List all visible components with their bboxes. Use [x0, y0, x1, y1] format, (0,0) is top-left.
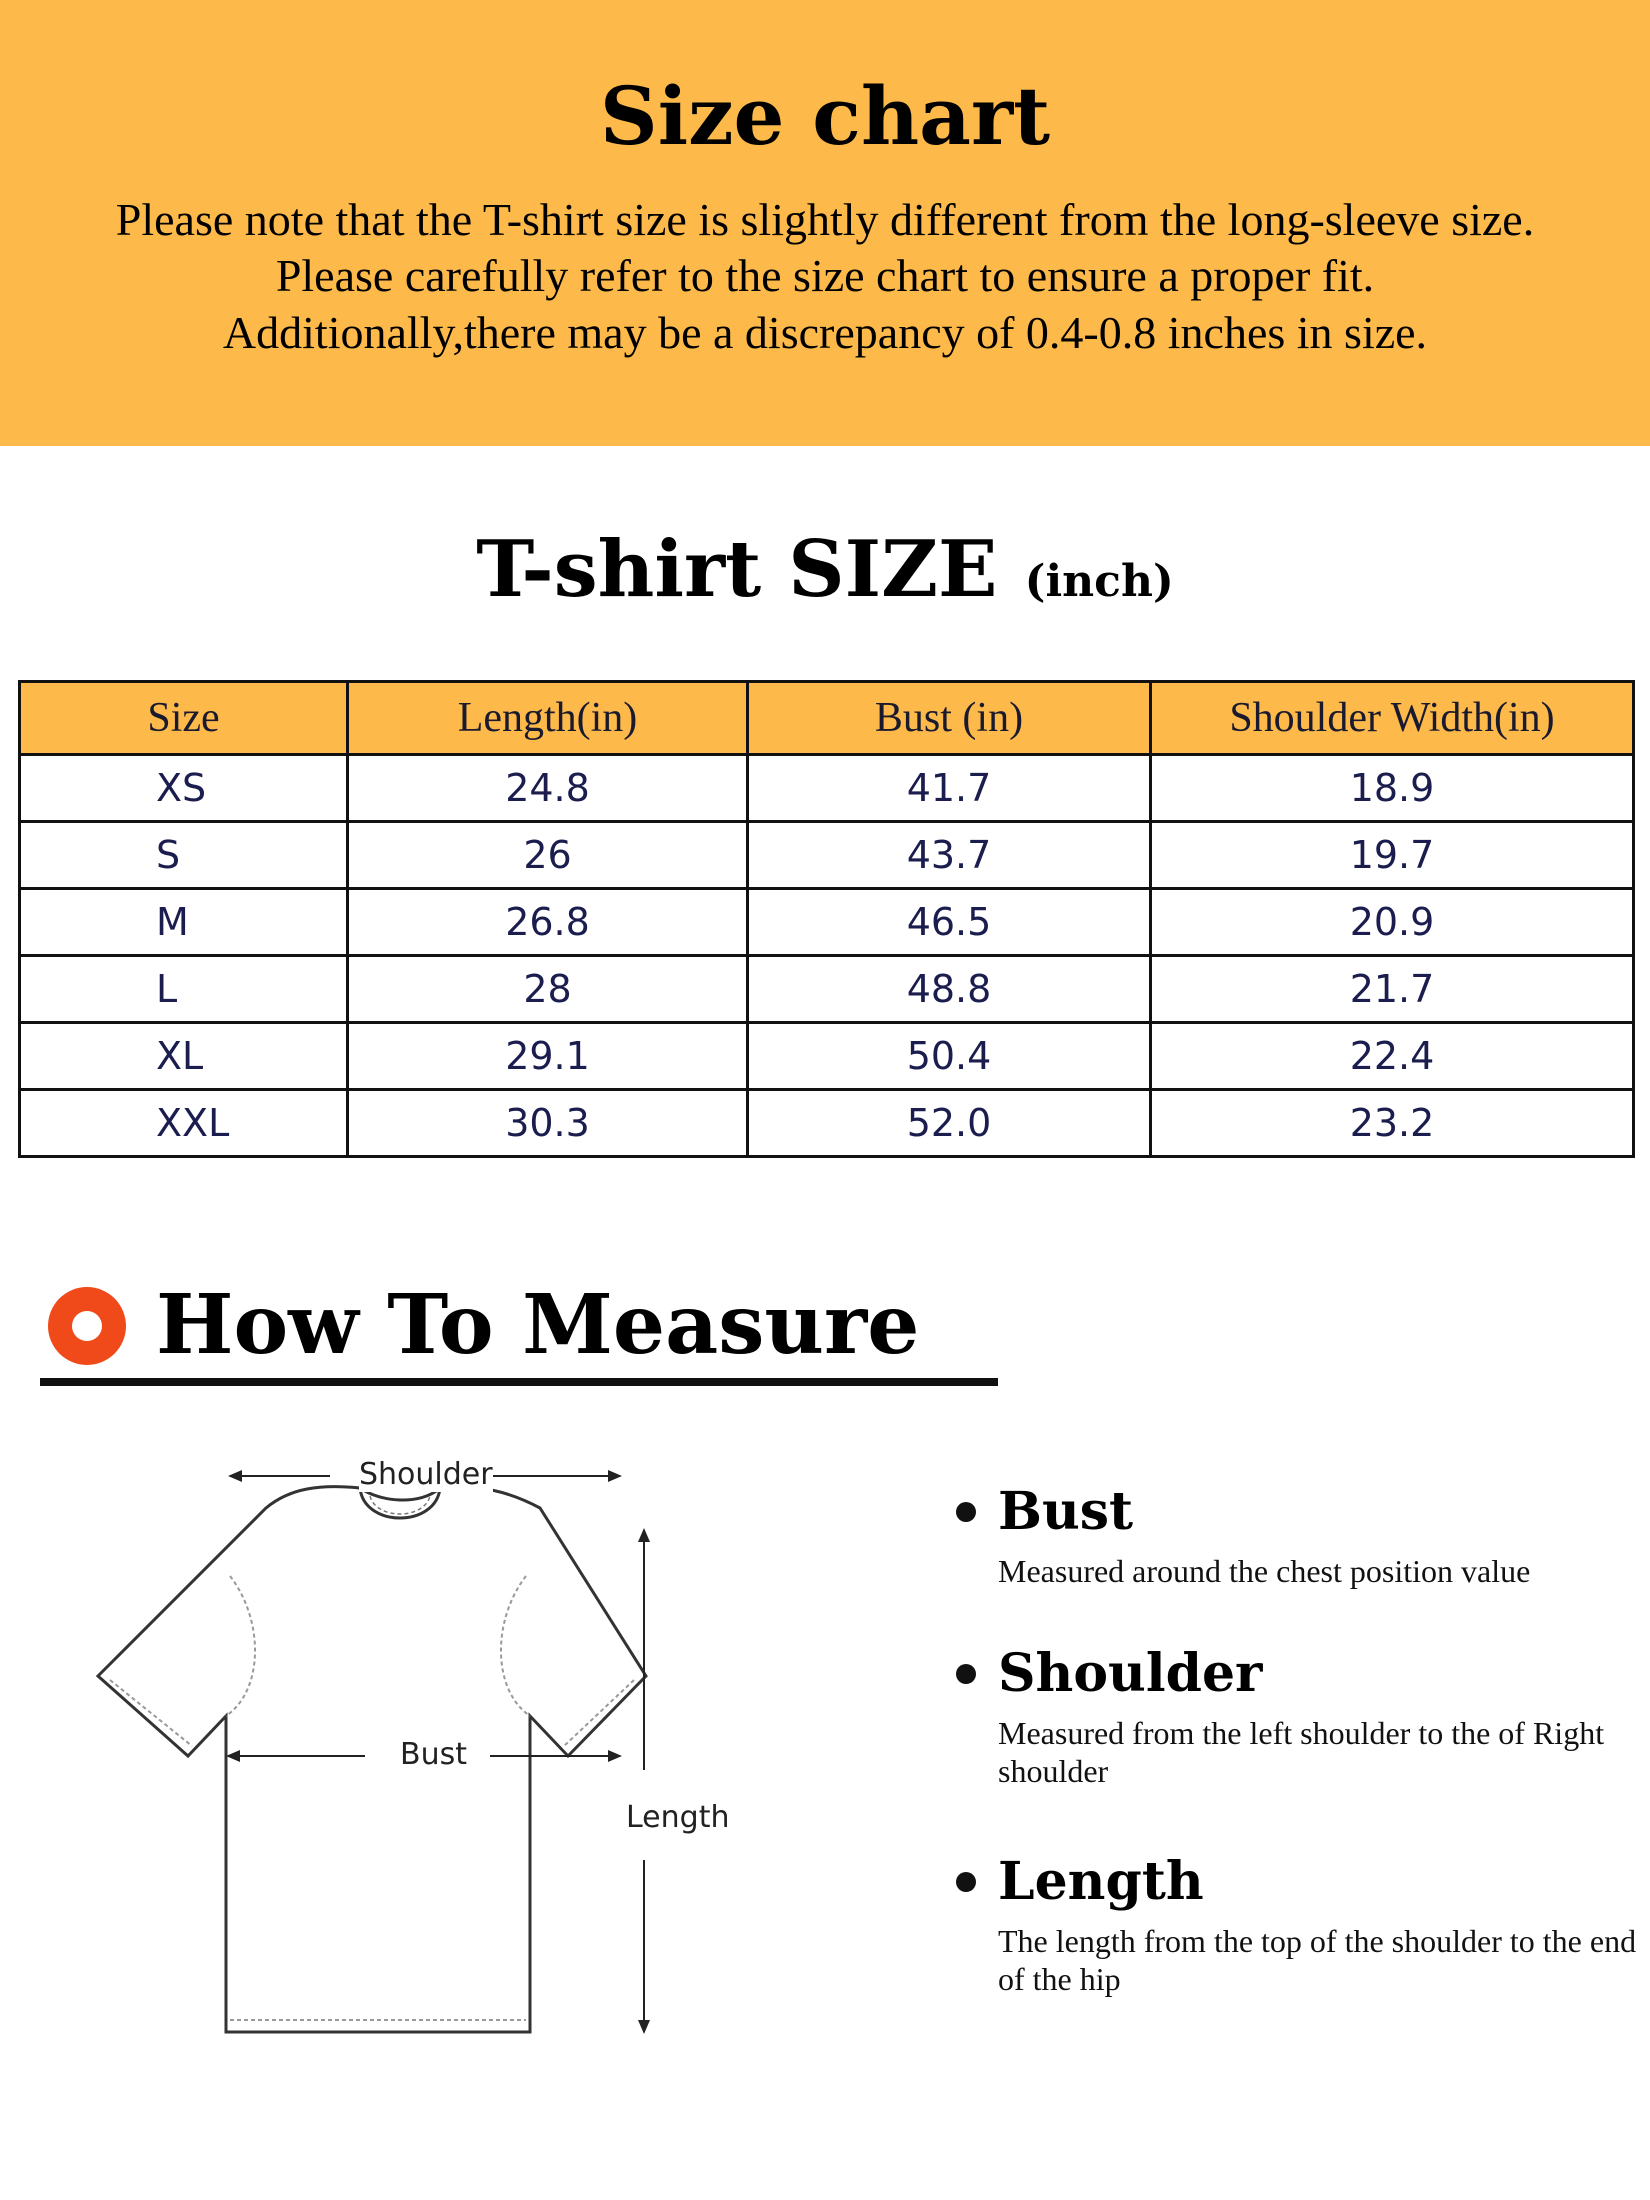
header-banner	[0, 0, 1650, 446]
bust-cell: 41.7	[748, 755, 1151, 822]
shoulder-cell: 18.9	[1151, 755, 1634, 822]
table-row	[20, 956, 1634, 1023]
length-cell: 30.3	[348, 1090, 748, 1157]
definition-text: Measured from the left shoulder to the of Right shoulder	[998, 1715, 1605, 1789]
definition-shoulder	[950, 1642, 1630, 1802]
length-cell: 26.8	[348, 889, 748, 956]
bust-cell: 48.8	[748, 956, 1151, 1023]
note-line-3: Additionally,there may be a discrepancy of 0.4-0.8 inches in size.	[222, 307, 1428, 358]
title-underline	[40, 1378, 998, 1386]
bullet-icon	[956, 1872, 976, 1892]
size-cell: M	[20, 889, 348, 956]
bullet-icon	[956, 1502, 976, 1522]
table-row	[20, 755, 1634, 822]
how-to-measure-header	[48, 1275, 1008, 1375]
size-cell: L	[20, 956, 348, 1023]
definition-bust	[950, 1480, 1630, 1610]
bust-cell: 46.5	[748, 889, 1151, 956]
header-length: Length(in)	[348, 682, 748, 755]
length-cell: 29.1	[348, 1023, 748, 1090]
shoulder-cell: 20.9	[1151, 889, 1634, 956]
shoulder-cell: 19.7	[1151, 822, 1634, 889]
section-title-unit: (inch)	[1024, 556, 1174, 607]
page-title: Size chart	[599, 69, 1051, 163]
size-cell: S	[20, 822, 348, 889]
size-cell: XL	[20, 1023, 348, 1090]
header-shoulder-width: Shoulder Width(in)	[1151, 682, 1634, 755]
definition-text: The length from the top of the shoulder to the end of the hip	[998, 1923, 1637, 1997]
size-table	[18, 680, 1635, 1158]
bust-cell: 50.4	[748, 1023, 1151, 1090]
shoulder-cell: 23.2	[1151, 1090, 1634, 1157]
definition-term: Length	[998, 1851, 1204, 1912]
diagram-label-shoulder: Shoulder	[359, 1457, 493, 1492]
table-row	[20, 889, 1634, 956]
header-bust: Bust (in)	[748, 682, 1151, 755]
diagram-label-length: Length	[626, 1800, 730, 1835]
table-row	[20, 822, 1634, 889]
how-to-measure-title: How To Measure	[156, 1277, 920, 1373]
bust-cell: 52.0	[748, 1090, 1151, 1157]
table-row	[20, 1023, 1634, 1090]
tshirt-diagram	[80, 1440, 780, 2060]
diagram-label-bust: Bust	[400, 1737, 467, 1772]
bullet-icon	[956, 1664, 976, 1684]
header-size: Size	[20, 682, 348, 755]
definition-term: Bust	[998, 1481, 1134, 1542]
bust-cell: 43.7	[748, 822, 1151, 889]
section-title	[0, 520, 1650, 632]
size-cell: XXL	[20, 1090, 348, 1157]
note-line-2: Please carefully refer to the size chart to ensure a proper fit.	[275, 250, 1375, 301]
length-cell: 28	[348, 956, 748, 1023]
length-cell: 24.8	[348, 755, 748, 822]
note-line-1: Please note that the T-shirt size is slightly different from the long-sleeve size.	[115, 194, 1535, 245]
shoulder-cell: 22.4	[1151, 1023, 1634, 1090]
definition-length	[950, 1850, 1637, 2010]
definition-text: Measured around the chest position value	[998, 1553, 1531, 1589]
size-cell: XS	[20, 755, 348, 822]
section-title-text: T-shirt SIZE	[476, 524, 998, 615]
length-cell: 26	[348, 822, 748, 889]
table-row	[20, 1090, 1634, 1157]
table-header-row	[20, 682, 1634, 755]
definition-term: Shoulder	[998, 1643, 1263, 1704]
target-icon	[48, 1287, 126, 1365]
shoulder-cell: 21.7	[1151, 956, 1634, 1023]
